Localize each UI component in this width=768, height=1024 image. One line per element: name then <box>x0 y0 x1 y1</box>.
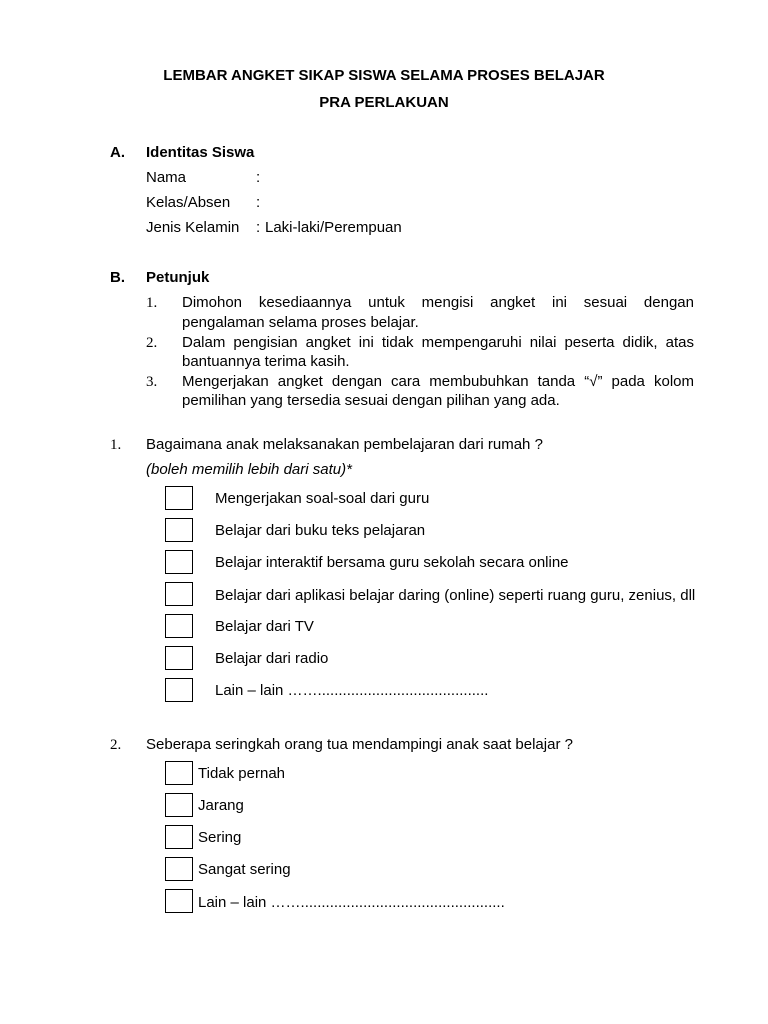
field-label-jenis-kelamin: Jenis Kelamin <box>146 219 240 236</box>
option-label: Tidak pernah <box>198 765 285 782</box>
option-checkbox[interactable] <box>165 857 193 881</box>
instruction-number: 3. <box>146 374 158 390</box>
field-label-kelas-absen: Kelas/Absen <box>146 194 231 211</box>
option-checkbox[interactable] <box>165 614 193 638</box>
question-number: 2. <box>110 737 122 753</box>
option-checkbox[interactable] <box>165 825 193 849</box>
option-checkbox[interactable] <box>165 518 193 542</box>
field-sep-nama: : <box>256 169 261 186</box>
section-a-heading: Identitas Siswa <box>146 144 255 161</box>
instruction-text-line: Mengerjakan angket dengan cara membubuhkan tanda “√” pada kolom <box>182 373 694 390</box>
option-checkbox[interactable] <box>165 550 193 574</box>
field-sep-jenis-kelamin: : <box>256 219 261 236</box>
option-checkbox[interactable] <box>165 793 193 817</box>
option-checkbox[interactable] <box>165 486 193 510</box>
option-label: Sangat sering <box>198 861 291 878</box>
document-subtitle: PRA PERLAKUAN <box>319 94 449 111</box>
instruction-number: 2. <box>146 335 158 351</box>
section-b-heading: Petunjuk <box>146 269 210 286</box>
question-text: Bagaimana anak melaksanakan pembelajaran dari rumah ? <box>146 436 543 453</box>
question-text: Seberapa seringkah orang tua mendampingi anak saat belajar ? <box>146 736 573 753</box>
field-label-nama: Nama <box>146 169 187 186</box>
field-sep-kelas-absen: : <box>256 194 261 211</box>
option-label: Sering <box>198 829 242 846</box>
document-title: LEMBAR ANGKET SIKAP SISWA SELAMA PROSES BELAJAR <box>163 67 605 84</box>
option-label: Belajar interaktif bersama guru sekolah secara online <box>215 554 569 571</box>
question-number: 1. <box>110 437 122 453</box>
option-label: Belajar dari TV <box>215 618 314 635</box>
option-label: Belajar dari radio <box>215 650 329 667</box>
option-checkbox[interactable] <box>165 889 193 913</box>
instruction-text-line: bantuannya terima kasih. <box>182 353 350 370</box>
option-label: Lain – lain ……......................................... <box>215 682 489 699</box>
option-checkbox[interactable] <box>165 678 193 702</box>
section-a-letter: A. <box>110 144 125 161</box>
option-checkbox[interactable] <box>165 646 193 670</box>
section-b-letter: B. <box>110 269 125 286</box>
option-label: Jarang <box>198 797 244 814</box>
instruction-text-line: Dalam pengisian angket ini tidak mempengaruhi nilai peserta didik, atas <box>182 334 694 351</box>
instruction-text-line: pemilihan yang tersedia sesuai dengan pilihan yang ada. <box>182 392 560 409</box>
field-value-jenis-kelamin: Laki-laki/Perempuan <box>265 219 402 236</box>
option-label: Mengerjakan soal-soal dari guru <box>215 490 430 507</box>
instruction-text-line: Dimohon kesediaannya untuk mengisi angket ini sesuai dengan <box>182 294 694 311</box>
option-label: Lain – lain ……................................................. <box>198 894 505 911</box>
instruction-text-line: pengalaman selama proses belajar. <box>182 314 419 331</box>
instruction-number: 1. <box>146 295 158 311</box>
option-checkbox[interactable] <box>165 582 193 606</box>
option-label: Belajar dari aplikasi belajar daring (online) seperti ruang guru, zenius, dll <box>215 587 696 604</box>
option-label: Belajar dari buku teks pelajaran <box>215 522 426 539</box>
option-checkbox[interactable] <box>165 761 193 785</box>
question-note: (boleh memilih lebih dari satu)* <box>146 461 352 478</box>
